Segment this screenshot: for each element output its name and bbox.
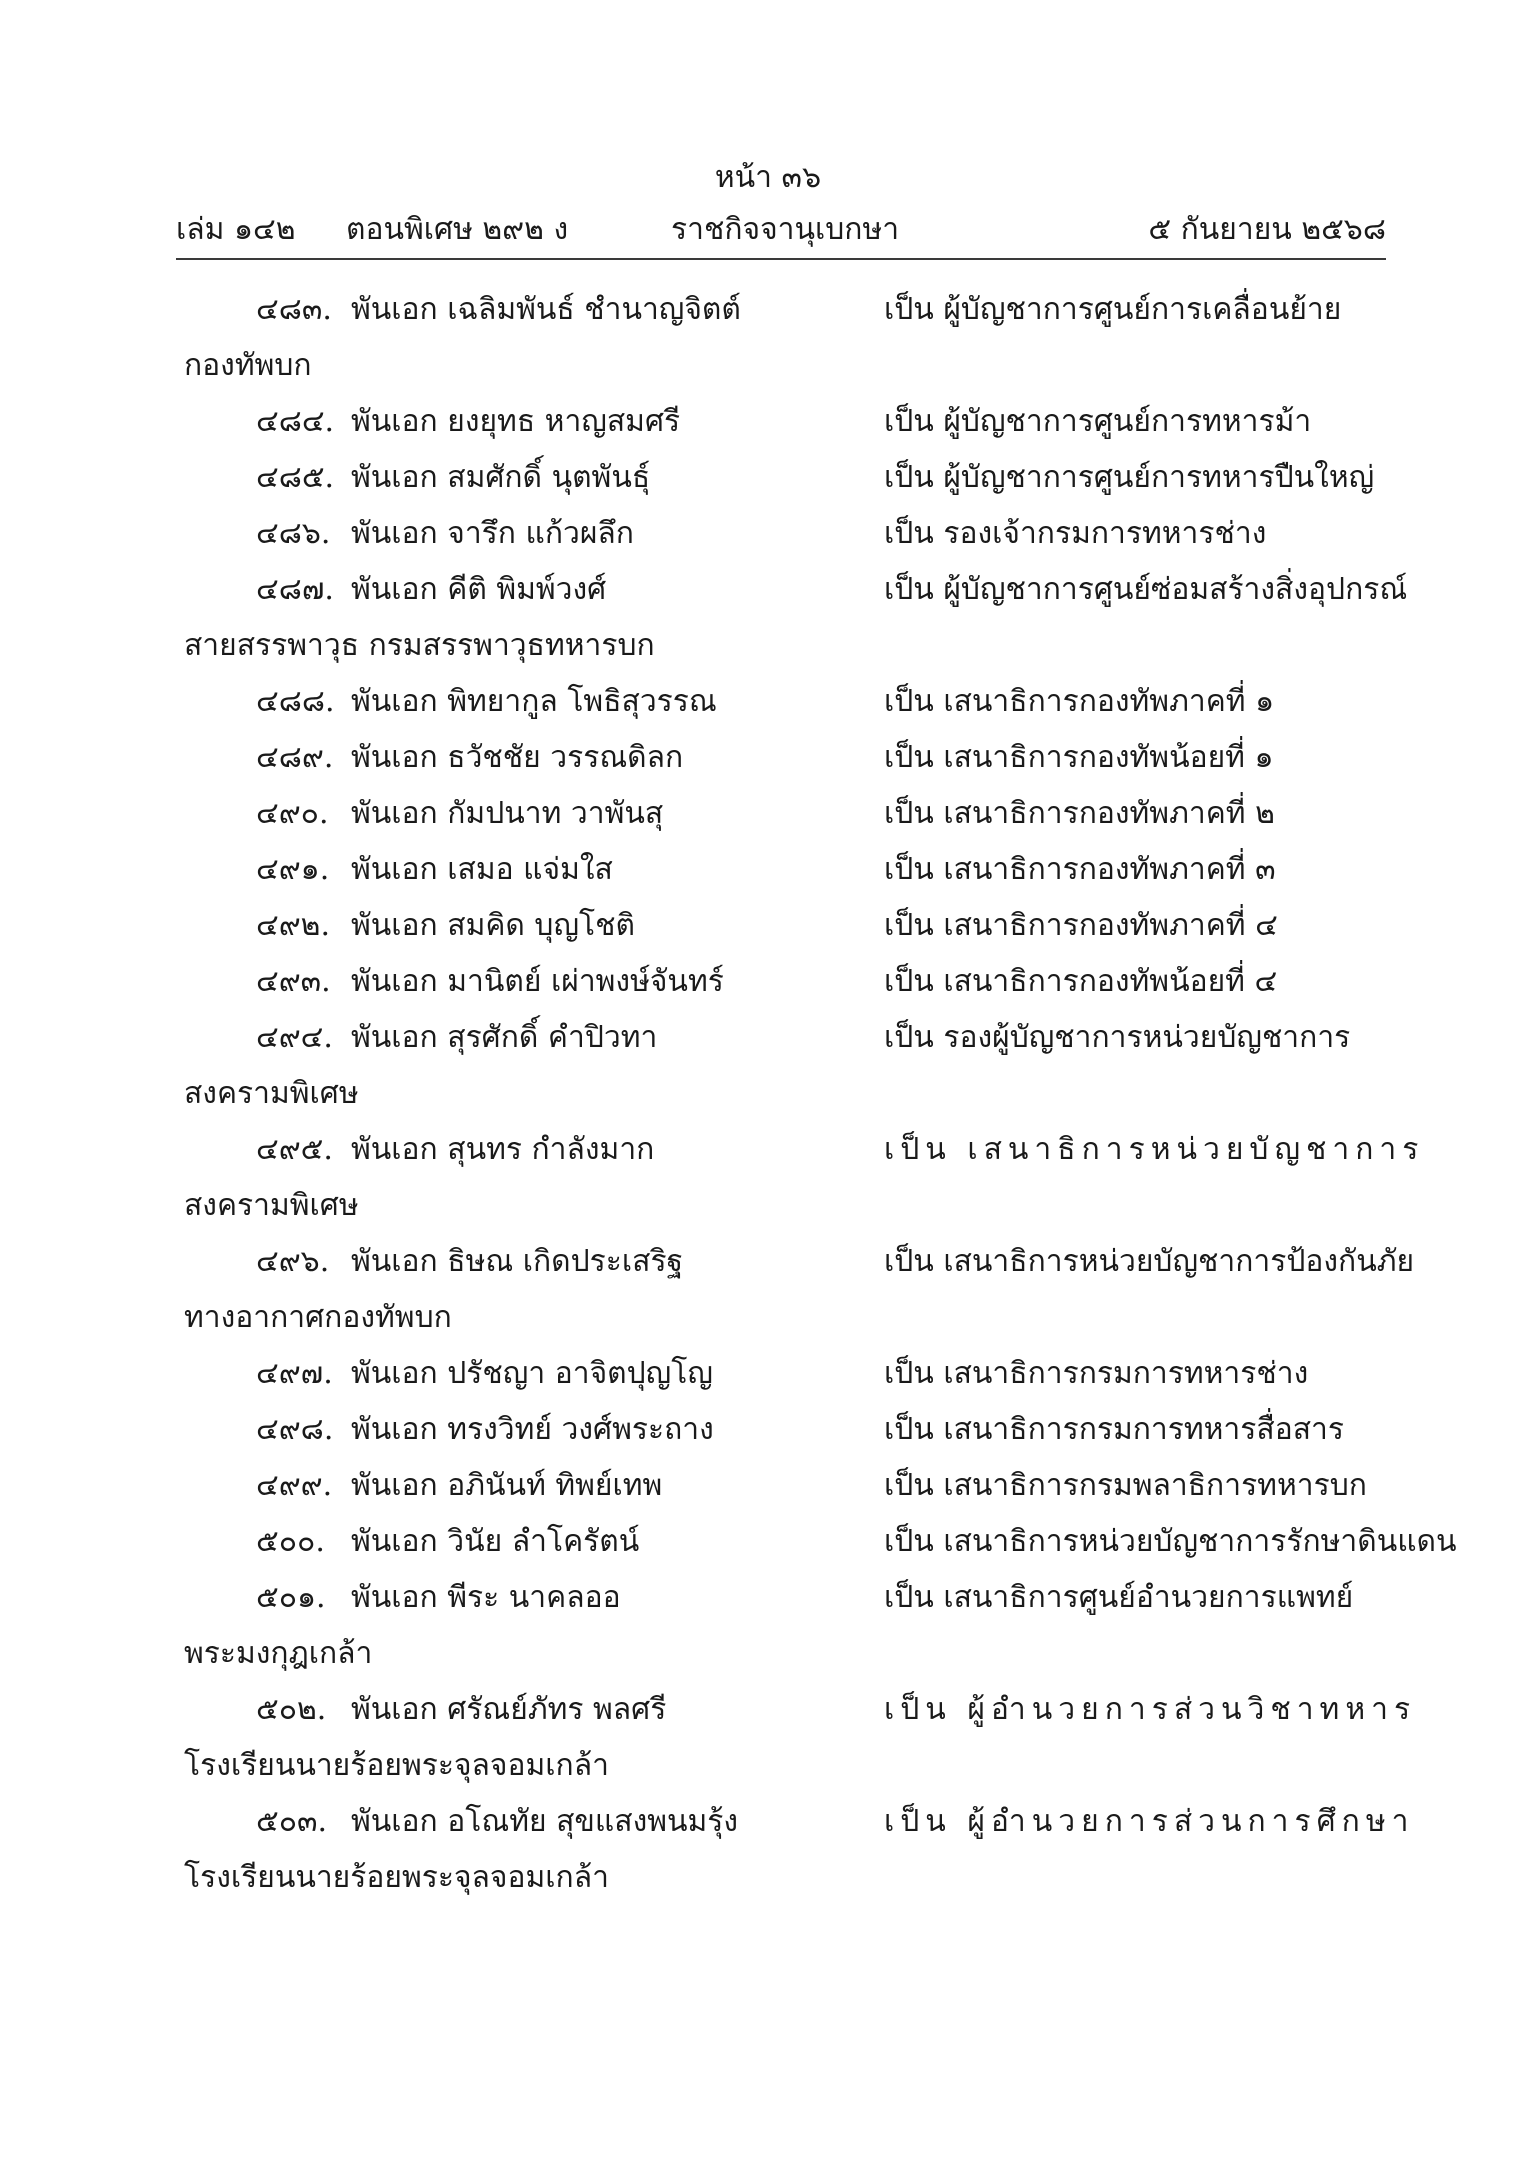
appointed-position: เป็น รองเจ้ากรมการทหารช่าง — [884, 516, 1267, 551]
appointed-position: เป็น เสนาธิการกองทัพภาคที่ ๑ — [884, 684, 1275, 719]
officer-name: พันเอก ปรัชญา อาจิตปุญโญ — [351, 1356, 713, 1391]
appointment-entry — [176, 730, 1386, 786]
appointed-position: เป็น เสนาธิการหน่วยบัญชาการป้องกันภัย — [884, 1244, 1415, 1279]
appointment-entry — [176, 786, 1386, 842]
entry-number: ๔๙๑. — [256, 852, 330, 887]
appointed-position: เป็น เสนาธิการศูนย์อำนวยการแพทย์ — [884, 1580, 1354, 1615]
position-continuation: โรงเรียนนายร้อยพระจุลจอมเกล้า — [184, 1860, 609, 1895]
appointment-entry — [176, 1346, 1386, 1402]
appointed-position: เป็น เสนาธิการกองทัพภาคที่ ๔ — [884, 908, 1278, 943]
position-continuation: สงครามพิเศษ — [184, 1188, 359, 1223]
entry-number: ๕๐๓. — [256, 1804, 328, 1839]
officer-name: พันเอก กัมปนาท วาพันสุ — [351, 796, 664, 831]
appointed-position: เป็น เสนาธิการกรมการทหารสื่อสาร — [884, 1412, 1344, 1447]
entry-number: ๔๘๘. — [256, 684, 335, 719]
entry-number: ๔๘๔. — [256, 404, 335, 439]
appointed-position: เป็น เสนาธิการกองทัพภาคที่ ๒ — [884, 796, 1275, 831]
position-continuation: กองทัพบก — [184, 348, 312, 383]
appointment-entry — [176, 842, 1386, 898]
appointment-entry — [176, 674, 1386, 730]
page-number: หน้า ๓๖ — [714, 160, 822, 195]
position-continuation: ทางอากาศกองทัพบก — [184, 1300, 452, 1335]
officer-name: พันเอก คีติ พิมพ์วงศ์ — [351, 572, 607, 607]
entry-number: ๔๙๙. — [256, 1468, 333, 1503]
officer-name: พันเอก อภินันท์ ทิพย์เทพ — [351, 1468, 663, 1503]
entry-number: ๔๙๐. — [256, 796, 329, 831]
appointment-entry — [176, 1402, 1386, 1458]
appointment-entry — [176, 1682, 1417, 1738]
appointment-list — [176, 282, 1457, 1906]
officer-name: พันเอก สมศักดิ์ นุตพันธุ์ — [351, 460, 651, 495]
officer-name: พันเอก เสมอ แจ่มใส — [351, 852, 613, 887]
position-continuation: พระมงกุฎเกล้า — [184, 1636, 373, 1671]
appointment-entry — [176, 394, 1386, 450]
appointment-entry — [176, 1010, 1386, 1066]
appointed-position: เป็น เสนาธิการหน่วยบัญชาการ — [884, 1132, 1425, 1167]
entry-number: ๔๙๘. — [256, 1412, 334, 1447]
appointed-position: เป็น ผู้อำนวยการส่วนการศึกษา — [884, 1804, 1415, 1839]
appointment-entry — [176, 1514, 1457, 1570]
entry-number: ๕๐๑. — [256, 1580, 326, 1615]
appointment-entry — [176, 1458, 1386, 1514]
appointed-position: เป็น เสนาธิการกองทัพภาคที่ ๓ — [884, 852, 1276, 887]
officer-name: พันเอก จารึก แก้วผลึก — [351, 516, 634, 551]
header-divider — [176, 258, 1386, 260]
appointed-position: เป็น เสนาธิการกรมการทหารช่าง — [884, 1356, 1309, 1391]
publication-date: ๕ กันยายน ๒๕๖๘ — [1148, 212, 1386, 247]
officer-name: พันเอก พิทยากูล โพธิสุวรรณ — [351, 684, 717, 719]
appointment-entry — [176, 450, 1386, 506]
section-label: ตอนพิเศษ ๒๙๒ ง — [346, 212, 569, 247]
position-continuation: โรงเรียนนายร้อยพระจุลจอมเกล้า — [184, 1748, 609, 1783]
entry-number: ๔๘๕. — [256, 460, 335, 495]
appointed-position: เป็น ผู้อำนวยการส่วนวิชาทหาร — [884, 1692, 1417, 1727]
appointment-entry — [176, 1570, 1386, 1626]
appointed-position: เป็น เสนาธิการกองทัพน้อยที่ ๔ — [884, 964, 1278, 999]
officer-name: พันเอก ธิษณ เกิดประเสริฐ — [351, 1244, 684, 1279]
appointed-position: เป็น ผู้บัญชาการศูนย์การทหารม้า — [884, 404, 1312, 439]
entry-number: ๔๘๖. — [256, 516, 331, 551]
entry-number: ๔๙๒. — [256, 908, 330, 943]
appointed-position: เป็น เสนาธิการกองทัพน้อยที่ ๑ — [884, 740, 1274, 775]
entry-number: ๕๐๒. — [256, 1692, 327, 1727]
appointment-entry — [176, 898, 1386, 954]
entry-number: ๔๙๔. — [256, 1020, 333, 1055]
gazette-header — [176, 205, 1386, 255]
entry-number: ๔๙๕. — [256, 1132, 333, 1167]
appointed-position: เป็น เสนาธิการกรมพลาธิการทหารบก — [884, 1468, 1367, 1503]
entry-number: ๔๘๙. — [256, 740, 334, 775]
entry-number: ๔๘๗. — [256, 572, 334, 607]
officer-name: พันเอก สมคิด บุญโชติ — [351, 908, 635, 943]
officer-name: พันเอก ศรัณย์ภัทร พลศรี — [351, 1692, 667, 1727]
appointment-entry — [176, 1122, 1425, 1178]
entry-number: ๔๙๗. — [256, 1356, 333, 1391]
appointment-entry — [176, 506, 1386, 562]
officer-name: พันเอก สุนทร กำลังมาก — [351, 1132, 655, 1167]
entry-number: ๕๐๐. — [256, 1524, 325, 1559]
appointed-position: เป็น เสนาธิการหน่วยบัญชาการรักษาดินแดน — [884, 1524, 1457, 1559]
appointed-position: เป็น รองผู้บัญชาการหน่วยบัญชาการ — [884, 1020, 1351, 1055]
officer-name: พันเอก พีระ นาคลออ — [351, 1580, 621, 1615]
entry-number: ๔๙๖. — [256, 1244, 330, 1279]
officer-name: พันเอก อโณทัย สุขแสงพนมรุ้ง — [351, 1804, 739, 1839]
entry-number: ๔๙๓. — [256, 964, 331, 999]
entry-number: ๔๘๓. — [256, 292, 332, 327]
appointed-position: เป็น ผู้บัญชาการศูนย์ซ่อมสร้างสิ่งอุปกรณ์ — [884, 572, 1408, 607]
officer-name: พันเอก สุรศักดิ์ คำปิวทา — [351, 1020, 658, 1055]
appointed-position: เป็น ผู้บัญชาการศูนย์การเคลื่อนย้าย — [884, 292, 1342, 327]
position-continuation: สงครามพิเศษ — [184, 1076, 359, 1111]
appointment-entry — [176, 562, 1408, 618]
appointment-entry — [176, 1794, 1415, 1850]
officer-name: พันเอก ยงยุทธ หาญสมศรี — [351, 404, 681, 439]
appointed-position: เป็น ผู้บัญชาการศูนย์การทหารปืนใหญ่ — [884, 460, 1375, 495]
position-continuation: สายสรรพาวุธ กรมสรรพาวุธทหารบก — [184, 628, 655, 663]
volume-label: เล่ม ๑๔๒ — [176, 212, 296, 247]
appointment-entry — [176, 1234, 1415, 1290]
officer-name: พันเอก ทรงวิทย์ วงศ์พระถาง — [351, 1412, 714, 1447]
officer-name: พันเอก เฉลิมพันธ์ ชำนาญจิตต์ — [351, 292, 741, 327]
appointment-entry — [176, 282, 1386, 338]
gazette-name: ราชกิจจานุเบกษา — [671, 212, 900, 247]
appointment-entry — [176, 954, 1386, 1010]
officer-name: พันเอก ธวัชชัย วรรณดิลก — [351, 740, 684, 775]
officer-name: พันเอก วินัย ลำโครัตน์ — [351, 1524, 640, 1559]
officer-name: พันเอก มานิตย์ เผ่าพงษ์จันทร์ — [351, 964, 724, 999]
